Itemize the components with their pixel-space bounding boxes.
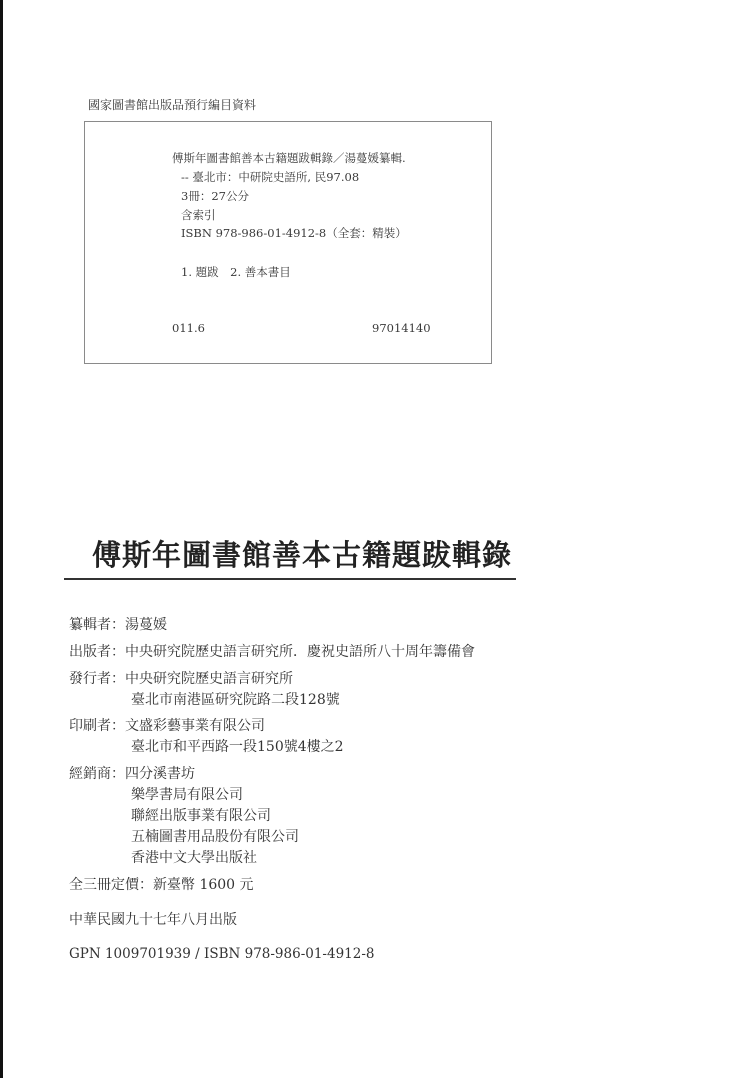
page-left-edge — [0, 0, 3, 1078]
cip-physical-line: 3冊：27公分 — [181, 189, 249, 203]
title-rule — [64, 578, 516, 580]
cip-subjects-line: 1. 題跋 2. 善本書目 — [181, 265, 291, 279]
printer-address: 臺北市和平西路一段150號4樓之2 — [131, 739, 344, 755]
publisher-line: 出版者：中央研究院歷史語言研究所．慶祝史語所八十周年籌備會 — [69, 644, 475, 660]
compiler-line: 纂輯者：湯蔓媛 — [69, 617, 167, 633]
printer-line: 印刷者：文盛彩藝事業有限公司 — [69, 718, 265, 734]
cip-isbn-line: ISBN 978-986-01-4912-8（全套：精裝） — [181, 226, 407, 240]
cip-record-box — [84, 121, 492, 364]
cip-record-number: 97014140 — [372, 321, 431, 335]
cip-title-line: 傅斯年圖書館善本古籍題跋輯錄／湯蔓媛纂輯. — [172, 151, 406, 165]
distributor-item: 香港中文大學出版社 — [131, 850, 257, 866]
cip-index-line: 含索引 — [181, 208, 216, 222]
distributor-item: 聯經出版事業有限公司 — [131, 808, 271, 824]
issuer-line: 發行者：中央研究院歷史語言研究所 — [69, 671, 293, 687]
cip-classification: 011.6 — [172, 321, 205, 335]
book-title: 傅斯年圖書館善本古籍題跋輯錄 — [92, 538, 513, 572]
distributor-item: 五楠圖書用品股份有限公司 — [131, 829, 299, 845]
distributor-line: 經銷商：四分溪書坊 — [69, 766, 195, 782]
issuer-address: 臺北市南港區研究院路二段128號 — [131, 692, 340, 708]
cip-label: 國家圖書館出版品預行編目資料 — [88, 98, 257, 112]
distributor-item: 樂學書局有限公司 — [131, 787, 243, 803]
cip-publication-line: -- 臺北市：中研院史語所, 民97.08 — [181, 170, 360, 184]
price-line: 全三冊定價：新臺幣 1600 元 — [69, 877, 254, 893]
gpn-isbn-line: GPN 1009701939 / ISBN 978-986-01-4912-8 — [69, 946, 375, 962]
publication-date: 中華民國九十七年八月出版 — [69, 912, 237, 928]
